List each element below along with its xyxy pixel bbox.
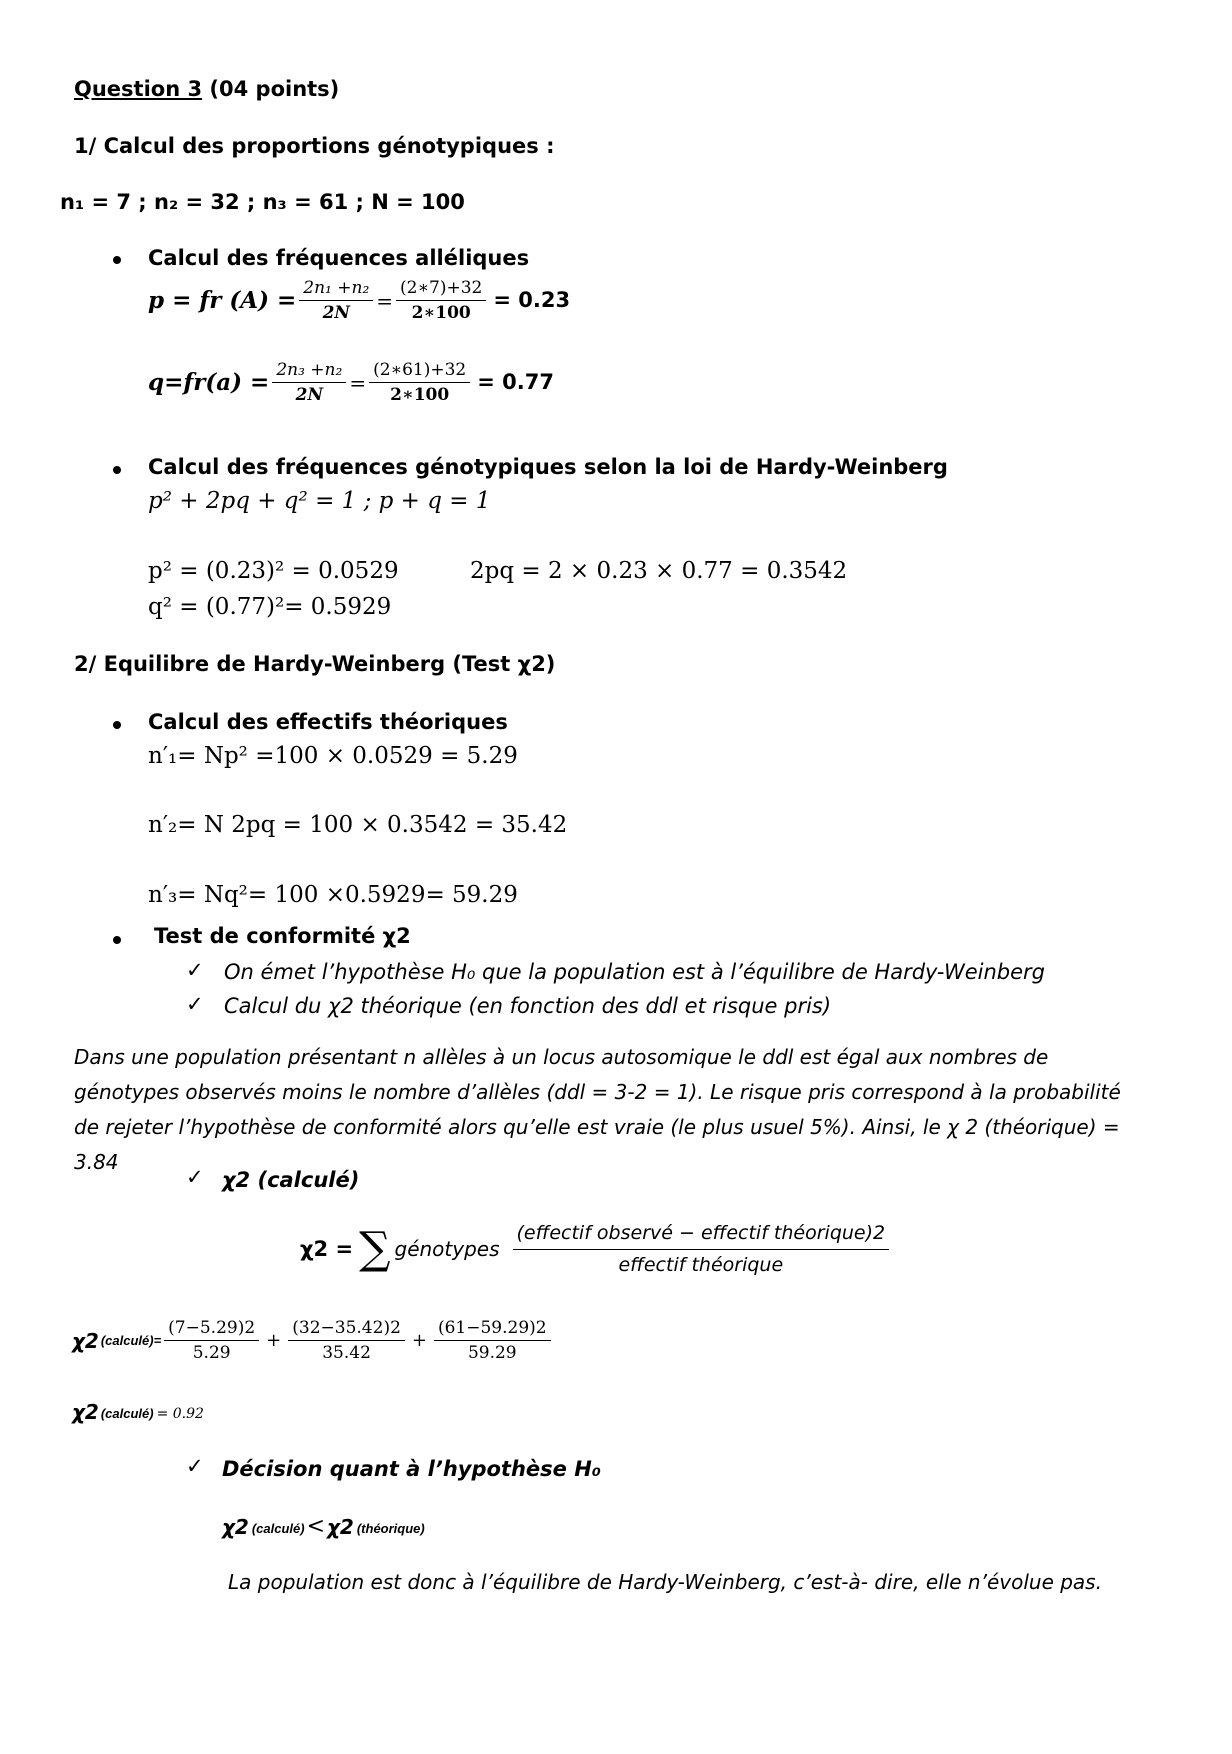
formula-genotypes: génotypes [394, 1237, 500, 1262]
term-3-numerator: (61−59.29)2 [434, 1318, 551, 1341]
p-equation: p = fr (A) = $\frac{\text{2n₁ +n₂}}{2N}$ = $\frac{(2∗7)+32}{2∗100}$ = 0.23 [148, 278, 571, 324]
conclusion-line: La population est donc à l’équilibre de Hardy-Weinberg, c’est-à- dire, elle n’évolue pas. [228, 1570, 1102, 1594]
question-heading [74, 77, 339, 102]
decision-lhs-subscript: (calculé) [251, 1521, 305, 1537]
p-fraction-numeric [396, 278, 486, 324]
chi2-calculated-heading: χ2 (calculé) [222, 1168, 360, 1192]
bullet-dot [113, 256, 121, 264]
q-fraction-numeric [369, 360, 470, 406]
term-3-denominator: 59.29 [467, 1343, 517, 1364]
chi2-formula [300, 1222, 892, 1277]
result-lhs: χ2 [72, 1400, 99, 1424]
bullet-theoretical-counts: Calcul des effectifs théoriques [148, 710, 508, 734]
section-2-title: 2/ Equilibre de Hardy-Weinberg (Test χ2) [74, 652, 556, 676]
plus-sign: + [266, 1330, 282, 1352]
p-denominator-numeric: 2∗100 [411, 303, 471, 324]
bullet-conformity-test: Test de conformité χ2 [154, 924, 411, 948]
n1-prime-line: n′₁= Np² =100 × 0.0529 = 5.29 [148, 743, 518, 769]
less-than-sign: < [306, 1514, 326, 1539]
chi2-result [72, 1400, 204, 1424]
q-result: = 0.77 [477, 370, 554, 395]
decision-inequality [222, 1514, 425, 1540]
section-1-title: 1/ Calcul des proportions génotypiques : [74, 134, 555, 158]
question-points: (04 points) [209, 77, 340, 101]
q-denominator-numeric: 2∗100 [390, 385, 450, 406]
hypothesis-h0-line: On émet l’hypothèse H₀ que la population est à l’équilibre de Hardy-Weinberg [224, 960, 1045, 984]
bullet-dot [113, 466, 121, 474]
calc-lhs: χ2 [72, 1328, 99, 1353]
term-3 [434, 1318, 551, 1364]
term-2 [288, 1318, 405, 1364]
decision-heading: Décision quant à l’hypothèse H₀ [222, 1457, 601, 1481]
theoretical-chi2-line: Calcul du χ2 théorique (en fonction des ddl et risque pris) [224, 994, 832, 1018]
q-squared-line: q² = (0.77)²= 0.5929 [148, 594, 392, 620]
check-icon: ✓ [186, 1454, 204, 1478]
check-icon: ✓ [186, 958, 204, 982]
chi2-calculation [72, 1318, 554, 1364]
term-2-numerator: (32−35.42)2 [288, 1318, 405, 1341]
p-fraction-symbolic [299, 278, 373, 324]
decision-lhs: χ2 [222, 1515, 249, 1540]
formula-numerator: (effectif observé − effectif théorique)2 [513, 1222, 890, 1250]
bullet-allelic-frequencies: Calcul des fréquences alléliques [148, 246, 530, 270]
n3-prime-line: n′₃= Nq²= 100 ×0.5929= 59.29 [148, 882, 518, 908]
result-value: = 0.92 [156, 1405, 204, 1422]
decision-rhs-subscript: (théorique) [356, 1521, 425, 1537]
term-1-numerator: (7−5.29)2 [164, 1318, 259, 1341]
question-label: Question 3 [74, 77, 203, 101]
p-result: = 0.23 [493, 288, 571, 313]
check-icon: ✓ [186, 1165, 204, 1189]
q-numerator-numeric: (2∗61)+32 [369, 360, 470, 383]
two-pq-line: 2pq = 2 × 0.23 × 0.77 = 0.3542 [470, 558, 848, 584]
formula-denominator: effectif théorique [618, 1253, 784, 1276]
term-1 [164, 1318, 259, 1364]
n2-prime-line: n′₂= N 2pq = 100 × 0.3542 = 35.42 [148, 812, 568, 838]
calc-subscript: (calculé)= [100, 1333, 162, 1349]
formula-lhs: χ2 = [300, 1236, 354, 1261]
plus-sign: + [411, 1330, 427, 1352]
counts-line: n₁ = 7 ; n₂ = 32 ; n₃ = 61 ; N = 100 [60, 190, 465, 214]
hardy-weinberg-equation: p² + 2pq + q² = 1 ; p + q = 1 [148, 488, 491, 514]
p-denominator: 2N [322, 303, 350, 324]
formula-fraction [513, 1222, 890, 1277]
p-lhs: p = fr (A) = [148, 287, 297, 315]
p-numerator: 2n₁ +n₂ [299, 278, 373, 301]
q-numerator: 2n₃ +n₂ [272, 360, 346, 383]
term-1-denominator: 5.29 [192, 1343, 231, 1364]
ddl-paragraph: Dans une population présentant n allèles à un locus autosomique le ddl est égal aux nombres de génotypes observés moins le nombre d’allèles (ddl = 3-2 = 1). Le risque pris correspond à la probabilité de rejeter l’hypothèse de conformité alors qu’elle est vraie (le plus usuel 5%). Ainsi, le χ 2 (théorique) = 3.84 [74, 1045, 1121, 1174]
q-denominator: 2N [295, 385, 323, 406]
p-numerator-numeric: (2∗7)+32 [396, 278, 486, 301]
q-fraction-symbolic [272, 360, 346, 406]
decision-rhs: χ2 [327, 1515, 354, 1540]
bullet-genotypic-frequencies: Calcul des fréquences génotypiques selon la loi de Hardy-Weinberg [148, 455, 948, 479]
bullet-dot [113, 721, 121, 729]
q-lhs: q=fr(a) = [148, 369, 270, 397]
q-equation: q=fr(a) = $\frac{\text{2n₃ +n₂}}{2N}$ = $\frac{(2∗61)+32}{2∗100}$ = 0.77 [148, 360, 554, 406]
result-subscript: (calculé) [100, 1406, 154, 1422]
check-icon: ✓ [186, 992, 204, 1016]
bullet-dot [113, 936, 121, 944]
p-squared-line: p² = (0.23)² = 0.0529 [148, 558, 399, 584]
sigma-symbol: ∑ [359, 1223, 391, 1275]
term-2-denominator: 35.42 [322, 1343, 371, 1364]
